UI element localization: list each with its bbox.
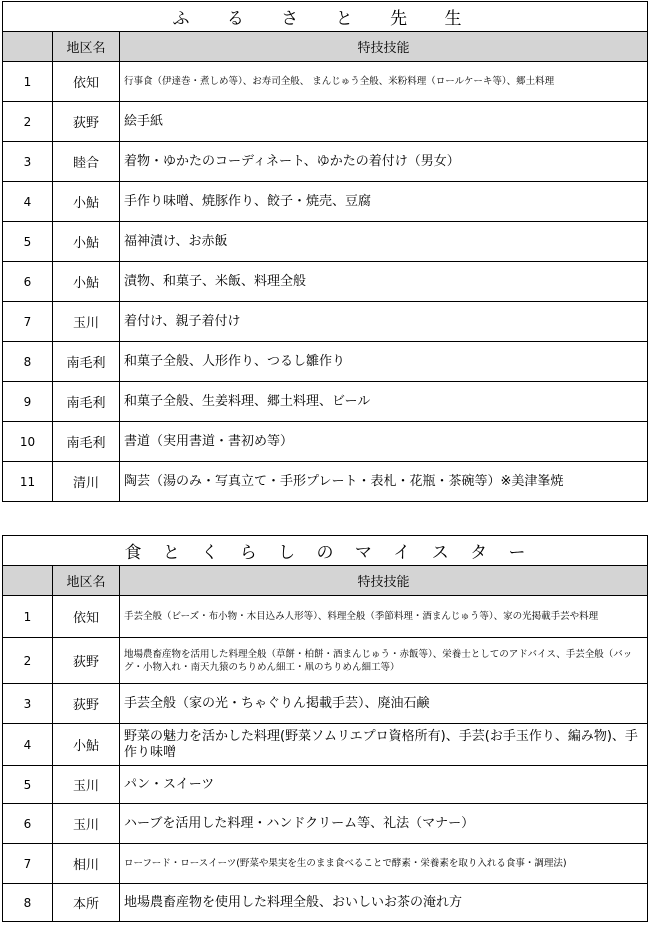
row-skill: 和菓子全般、生姜料理、郷土料理、ビール bbox=[120, 382, 648, 422]
row-area: 荻野 bbox=[53, 684, 120, 724]
table-row bbox=[3, 684, 648, 724]
row-skill: パン・スイーツ bbox=[120, 766, 648, 804]
row-number: 7 bbox=[3, 302, 53, 342]
header-area: 地区名 bbox=[53, 32, 120, 62]
row-skill: 手作り味噌、焼豚作り、餃子・焼売、豆腐 bbox=[120, 182, 648, 222]
row-skill: 絵手紙 bbox=[120, 102, 648, 142]
row-skill: ローフード・ロースイーツ(野菜や果実を生のまま食べることで酵素・栄養素を取り入れる食事・調理法) bbox=[120, 844, 648, 884]
row-skill: 野菜の魅力を活かした料理(野菜ソムリエプロ資格所有)、手芸(お手玉作り、編み物)、手作り味噌 bbox=[120, 724, 648, 766]
row-area: 南毛利 bbox=[53, 342, 120, 382]
table-row bbox=[3, 844, 648, 884]
row-number: 3 bbox=[3, 142, 53, 182]
header-area: 地区名 bbox=[53, 566, 120, 596]
table-row bbox=[3, 262, 648, 302]
row-skill: ハーブを活用した料理・ハンドクリーム等、礼法（マナー） bbox=[120, 804, 648, 844]
row-skill: 着物・ゆかたのコーディネート、ゆかたの着付け（男女） bbox=[120, 142, 648, 182]
row-skill: 和菓子全般、人形作り、つるし雛作り bbox=[120, 342, 648, 382]
row-area: 荻野 bbox=[53, 638, 120, 684]
row-area: 小鮎 bbox=[53, 182, 120, 222]
header-skill: 特技技能 bbox=[120, 32, 648, 62]
table-row bbox=[3, 638, 648, 684]
shoku-kurashi-meister-table bbox=[2, 535, 648, 922]
row-skill: 手芸全般（家の光・ちゃぐりん掲載手芸）、廃油石鹸 bbox=[120, 684, 648, 724]
table-title: ふ る さ と 先 生 bbox=[3, 2, 648, 32]
table-row bbox=[3, 342, 648, 382]
row-skill: 行事食（伊達巻・煮しめ等）、お寿司全般、 まんじゅう全般、米粉料理（ロールケーキ等）、郷土料理 bbox=[120, 62, 648, 102]
row-number: 9 bbox=[3, 382, 53, 422]
table-row bbox=[3, 766, 648, 804]
table-row bbox=[3, 222, 648, 262]
table-row bbox=[3, 142, 648, 182]
row-area: 荻野 bbox=[53, 102, 120, 142]
header-skill: 特技技能 bbox=[120, 566, 648, 596]
row-number: 7 bbox=[3, 844, 53, 884]
row-area: 小鮎 bbox=[53, 724, 120, 766]
row-skill: 着付け、親子着付け bbox=[120, 302, 648, 342]
row-area: 南毛利 bbox=[53, 422, 120, 462]
row-skill: 福神漬け、お赤飯 bbox=[120, 222, 648, 262]
header-number bbox=[3, 566, 53, 596]
row-number: 3 bbox=[3, 684, 53, 724]
header-number bbox=[3, 32, 53, 62]
row-area: 本所 bbox=[53, 884, 120, 922]
row-number: 8 bbox=[3, 342, 53, 382]
table-row bbox=[3, 724, 648, 766]
table-row bbox=[3, 804, 648, 844]
table-row bbox=[3, 102, 648, 142]
row-area: 南毛利 bbox=[53, 382, 120, 422]
row-number: 1 bbox=[3, 62, 53, 102]
row-number: 6 bbox=[3, 262, 53, 302]
row-area: 相川 bbox=[53, 844, 120, 884]
row-area: 依知 bbox=[53, 596, 120, 638]
row-skill: 地場農畜産物を使用した料理全般、おいしいお茶の淹れ方 bbox=[120, 884, 648, 922]
table-row bbox=[3, 596, 648, 638]
row-area: 玉川 bbox=[53, 766, 120, 804]
row-skill: 漬物、和菓子、米飯、料理全般 bbox=[120, 262, 648, 302]
table-title: 食 と く ら し の マ イ ス タ ー bbox=[3, 536, 648, 566]
row-area: 小鮎 bbox=[53, 222, 120, 262]
row-skill: 書道（実用書道・書初め等） bbox=[120, 422, 648, 462]
row-skill: 陶芸（湯のみ・写真立て・手形プレート・表札・花瓶・茶碗等）※美津峯焼 bbox=[120, 462, 648, 502]
row-area: 玉川 bbox=[53, 804, 120, 844]
row-area: 清川 bbox=[53, 462, 120, 502]
row-skill: 手芸全般（ビーズ・布小物・木目込み人形等）、料理全般（季節料理・酒まんじゅう等）、家の光掲載手芸や料理 bbox=[120, 596, 648, 638]
table-row bbox=[3, 182, 648, 222]
row-area: 玉川 bbox=[53, 302, 120, 342]
row-number: 11 bbox=[3, 462, 53, 502]
row-number: 2 bbox=[3, 102, 53, 142]
row-number: 2 bbox=[3, 638, 53, 684]
table-row bbox=[3, 884, 648, 922]
table-row bbox=[3, 462, 648, 502]
row-skill: 地場農畜産物を活用した料理全般（草餅・柏餅・酒まんじゅう・赤飯等）、栄養士としてのアドバイス、手芸全般（バッグ・小物入れ・南天九猿のちりめん細工・凧のちりめん細工等） bbox=[120, 638, 648, 684]
table-row bbox=[3, 302, 648, 342]
table-row bbox=[3, 382, 648, 422]
furusato-sensei-table bbox=[2, 1, 648, 502]
table-row bbox=[3, 422, 648, 462]
row-number: 4 bbox=[3, 182, 53, 222]
row-number: 8 bbox=[3, 884, 53, 922]
row-number: 5 bbox=[3, 766, 53, 804]
row-number: 6 bbox=[3, 804, 53, 844]
row-area: 睦合 bbox=[53, 142, 120, 182]
row-number: 1 bbox=[3, 596, 53, 638]
row-number: 5 bbox=[3, 222, 53, 262]
table-row bbox=[3, 62, 648, 102]
row-number: 10 bbox=[3, 422, 53, 462]
row-number: 4 bbox=[3, 724, 53, 766]
row-area: 小鮎 bbox=[53, 262, 120, 302]
row-area: 依知 bbox=[53, 62, 120, 102]
